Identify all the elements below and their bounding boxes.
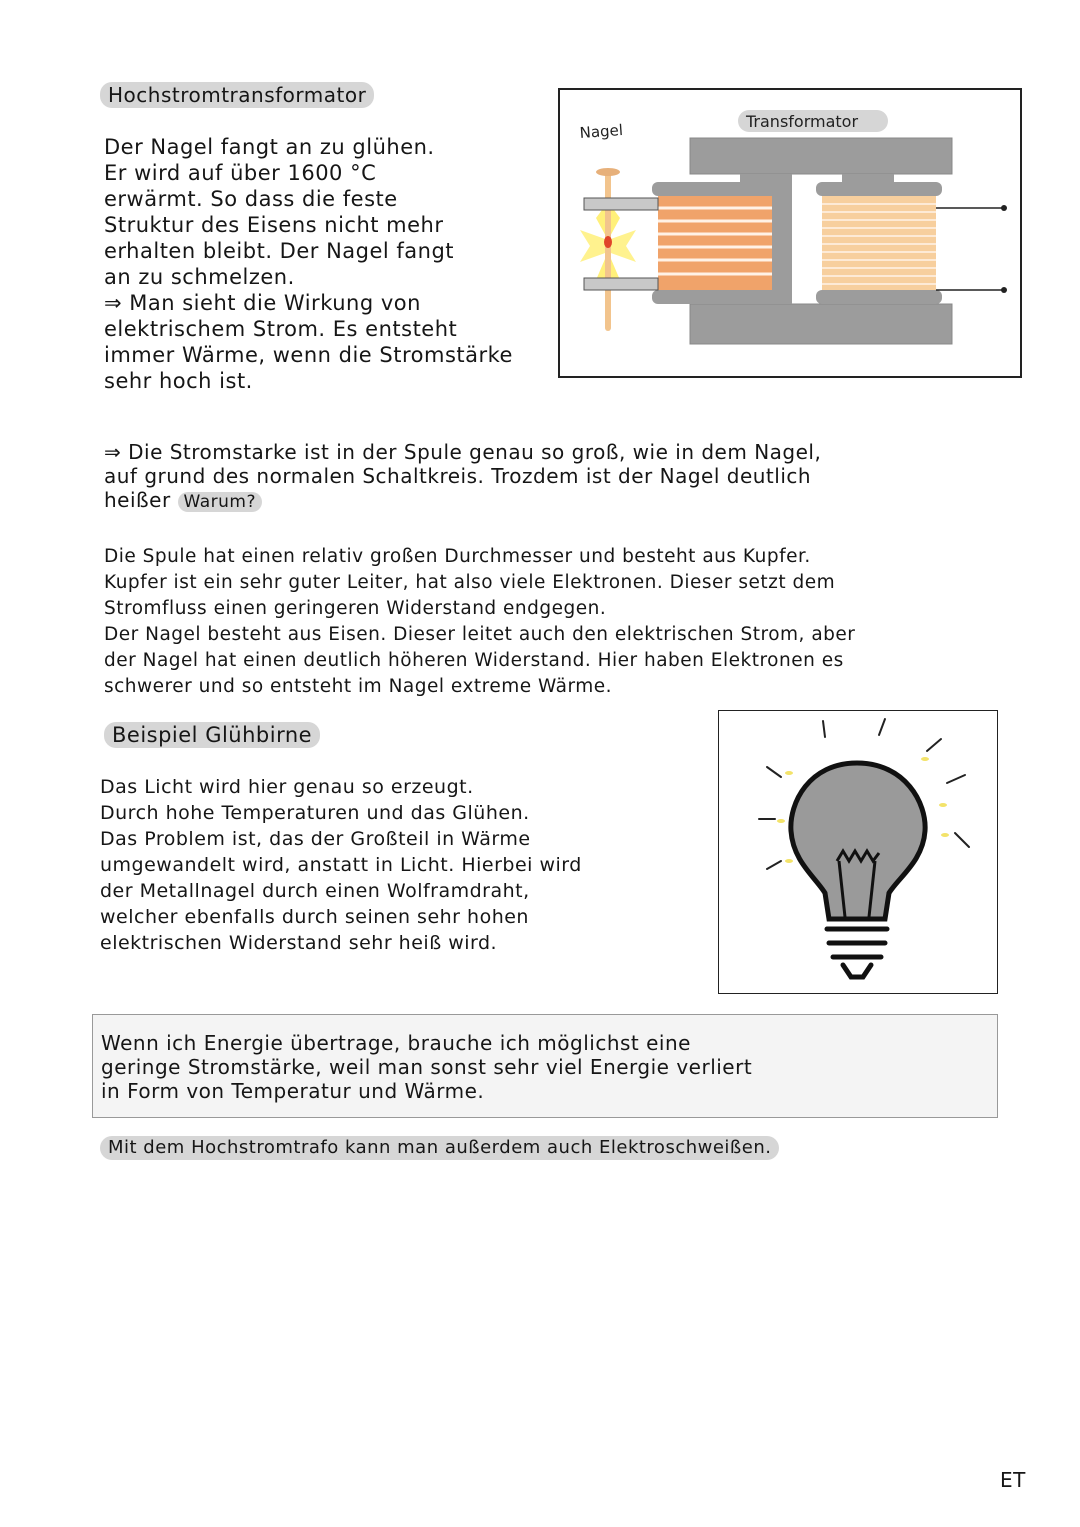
text-line: Der Nagel fangt an zu glühen. <box>104 135 435 159</box>
text-line: Die Spule hat einen relativ großen Durchmesser und besteht aus Kupfer. <box>104 546 811 567</box>
text-line: Das Problem ist, das der Großteil in Wärme <box>100 828 531 850</box>
energy-transfer-note <box>92 1014 998 1118</box>
signature: ET <box>1000 1468 1026 1492</box>
text-line: immer Wärme, wenn die Stromstärke <box>104 343 513 367</box>
paragraph-current-same <box>104 440 821 514</box>
secondary-coil <box>822 196 936 290</box>
text-line: umgewandelt wird, anstatt in Licht. Hierbei wird <box>100 854 582 876</box>
heading-beispiel-gluehbirne: Beispiel Glühbirne <box>104 722 320 748</box>
text-line: erhalten bleibt. Der Nagel fangt <box>104 239 455 263</box>
paragraph-explanation <box>104 544 855 700</box>
welding-note: Mit dem Hochstromtrafo kann man außerdem auch Elektroschweißen. <box>100 1136 779 1160</box>
text-line: Durch hohe Temperaturen und das Glühen. <box>100 802 530 824</box>
text-line: Stromfluss einen geringeren Widerstand endgegen. <box>104 598 607 619</box>
text-line: geringe Stromstärke, weil man sonst sehr viel Energie verliert <box>101 1055 753 1079</box>
text-line: an zu schmelzen. <box>104 265 295 289</box>
text-line: ⇒ Man sieht die Wirkung von <box>104 291 421 315</box>
text-line: sehr hoch ist. <box>104 369 253 393</box>
bulb-glass <box>791 763 925 919</box>
text-line <box>104 488 821 514</box>
coil-flange <box>652 182 772 196</box>
question-highlight: Warum? <box>178 492 263 512</box>
core-bottom <box>690 304 952 344</box>
core-top <box>690 138 952 174</box>
text-line: ⇒ Die Stromstarke ist in der Spule genau so groß, wie in dem Nagel, <box>104 440 822 464</box>
paragraph-nail-glowing <box>104 134 513 394</box>
transformer-label: Transformator <box>746 112 859 131</box>
text-line: schwerer und so entsteht im Nagel extreme Wärme. <box>104 676 613 697</box>
text-line: der Metallnagel durch einen Wolframdraht, <box>100 880 530 902</box>
primary-coil <box>658 196 772 290</box>
transformer-illustration <box>560 90 1020 376</box>
text-line: der Nagel hat einen deutlich höheren Widerstand. Hier haben Elektronen es <box>104 650 844 671</box>
nail-label: Nagel <box>579 121 624 142</box>
nail-clamp-top <box>584 198 658 210</box>
text-line: erwärmt. So dass die feste <box>104 187 398 211</box>
bulb-base <box>827 929 887 977</box>
light-bulb-icon <box>719 711 995 991</box>
terminal-bottom <box>1001 287 1007 293</box>
heading-hochstromtransformator: Hochstromtransformator <box>100 82 374 108</box>
nail-clamp-bottom <box>584 278 658 290</box>
text-line: elektrischem Strom. Es entsteht <box>104 317 458 341</box>
light-bulb-box <box>718 710 998 994</box>
text-fragment: heißer <box>104 488 171 512</box>
text-line: in Form von Temperatur und Wärme. <box>101 1079 485 1103</box>
text-line: Struktur des Eisens nicht mehr <box>104 213 444 237</box>
text-line: Wenn ich Energie übertrage, brauche ich möglichst eine <box>101 1031 691 1055</box>
text-line: Kupfer ist ein sehr guter Leiter, hat also viele Elektronen. Dieser setzt dem <box>104 572 836 593</box>
coil-flange <box>816 182 942 196</box>
text-line: auf grund des normalen Schaltkreis. Trozdem ist der Nagel deutlich <box>104 464 812 488</box>
paragraph-light-bulb <box>100 774 582 956</box>
glowing-nail-icon <box>580 168 636 328</box>
text-line: welcher ebenfalls durch seinen sehr hohen <box>100 906 529 928</box>
terminal-top <box>1001 205 1007 211</box>
text-line: Er wird auf über 1600 °C <box>104 161 377 185</box>
coil-flange <box>652 290 772 304</box>
text-line: Das Licht wird hier genau so erzeugt. <box>100 776 474 798</box>
text-line: elektrischen Widerstand sehr heiß wird. <box>100 932 498 954</box>
coil-flange <box>816 290 942 304</box>
text-line: Der Nagel besteht aus Eisen. Dieser leitet auch den elektrischen Strom, aber <box>104 624 856 645</box>
transformer-diagram <box>558 88 1022 378</box>
